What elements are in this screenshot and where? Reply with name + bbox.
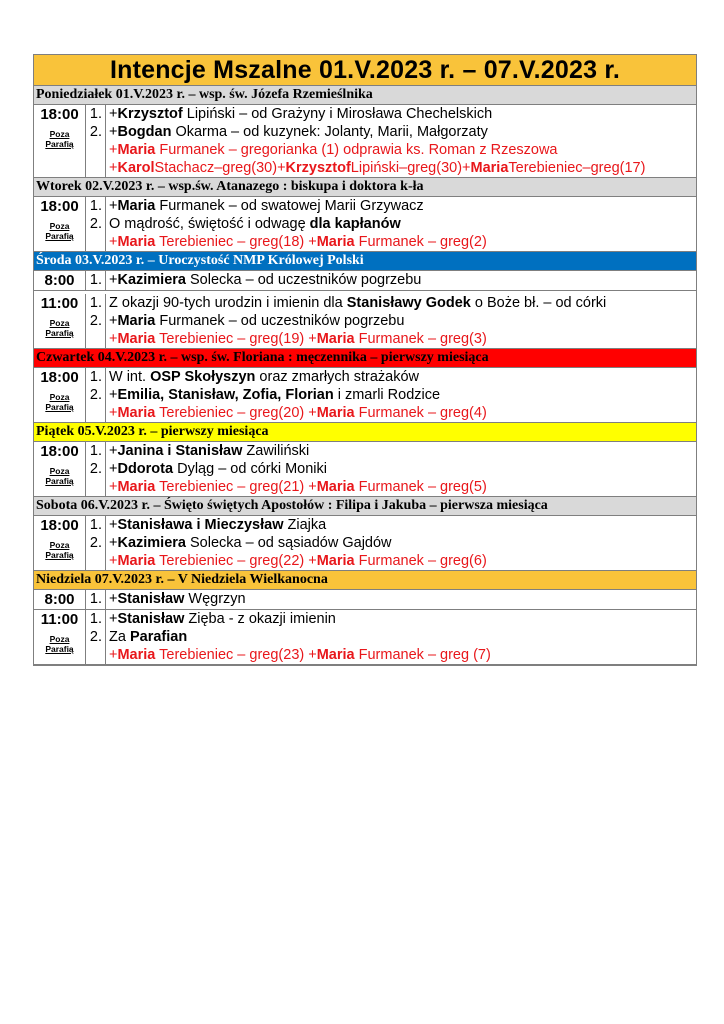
intention-text: Dyląg – od córki Moniki [173, 461, 327, 477]
intention-text: Maria [316, 234, 355, 250]
intention-number [86, 233, 102, 251]
intention-number [86, 552, 102, 570]
intention-text: Maria [316, 479, 355, 495]
intention-line [109, 404, 696, 422]
intention-text: + [277, 160, 286, 176]
intention-text: Furmanek – greg (7) [354, 647, 491, 663]
mass-row [34, 271, 696, 291]
intention-line [109, 552, 696, 570]
mass-row [34, 442, 696, 497]
intention-number: 2. [89, 535, 102, 551]
intention-number [86, 159, 102, 177]
intention-number: 1. [89, 591, 102, 607]
parafia-label: Parafią [45, 401, 74, 412]
intention-text: + [109, 405, 118, 421]
intention-text: Lipiński–greg(30) [350, 160, 463, 176]
time-cell [34, 368, 86, 422]
intention-line [109, 294, 696, 312]
intention-number: 2. [89, 313, 102, 329]
intention-number: 1. [89, 517, 102, 533]
mass-time: 11:00 [40, 295, 79, 312]
intentions-sheet [33, 54, 697, 666]
intention-number: 1. [89, 611, 102, 627]
intention-text: Maria [117, 142, 156, 158]
day-header: Poniedziałek 01.V.2023 r. – wsp. św. Józefa Rzemieślnika [34, 86, 696, 105]
intention-number: 2. [89, 629, 102, 645]
intention-text: Terebieniec – greg(22) [155, 553, 309, 569]
intention-text: Stanisław [117, 611, 185, 627]
intention-text: + [109, 479, 118, 495]
time-cell [34, 610, 86, 664]
intention-text: + [109, 553, 118, 569]
intention-text: Maria [117, 405, 156, 421]
poza-parafia-note [34, 635, 85, 654]
mass-time: 18:00 [40, 443, 79, 460]
page-title: Intencje Mszalne 01.V.2023 r. – 07.V.2023 r. [34, 55, 696, 86]
intention-text: Stachacz–greg(30) [154, 160, 278, 176]
intention-line [109, 478, 696, 496]
poza-label: Poza [49, 129, 70, 139]
intention-line [109, 590, 696, 608]
intention-text: + [462, 160, 471, 176]
intention-number: 1. [89, 198, 102, 214]
intention-text: Krzysztof [285, 160, 351, 176]
intention-text: + [109, 387, 118, 403]
intention-number: 2. [89, 387, 102, 403]
intention-line [109, 141, 696, 159]
number-cell [86, 271, 106, 290]
poza-label: Poza [49, 466, 70, 476]
day-header: Sobota 06.V.2023 r. – Święto świętych Apostołów : Filipa i Jakuba – pierwsza miesiąca [34, 497, 696, 516]
intention-number: 1. [89, 272, 102, 288]
intention-text: i zmarli Rodzice [333, 387, 441, 403]
time-cell [34, 516, 86, 570]
intention-text: Krzysztof [117, 106, 183, 122]
intention-text: Solecka – od uczestników pogrzebu [185, 272, 422, 288]
intention-text: Maria [316, 405, 355, 421]
intention-text: Parafian [129, 629, 188, 645]
time-cell [34, 294, 86, 348]
mass-time: 18:00 [40, 517, 79, 534]
parafia-label: Parafią [45, 327, 74, 338]
intention-number [86, 478, 102, 496]
intention-text: Maria [117, 647, 156, 663]
intention-text: Stanisławy Godek [346, 295, 471, 311]
intention-number: 1. [89, 369, 102, 385]
intention-text: Za [109, 629, 130, 645]
intention-text: + [308, 331, 317, 347]
number-cell [86, 294, 106, 348]
mass-time: 8:00 [44, 272, 75, 289]
intention-number [86, 330, 102, 348]
mass-row [34, 516, 696, 571]
intention-line [109, 516, 696, 534]
intention-text: Furmanek – greg(6) [354, 553, 487, 569]
mass-time: 8:00 [44, 591, 75, 608]
intention-text: Maria [117, 331, 156, 347]
mass-time: 18:00 [40, 369, 79, 386]
intention-number [86, 646, 102, 664]
intention-text: o Boże bł. – od córki [470, 295, 607, 311]
intention-text: Furmanek – greg(5) [354, 479, 487, 495]
intention-text: + [109, 443, 118, 459]
poza-parafia-note [34, 393, 85, 412]
intention-text: + [308, 647, 317, 663]
intention-text: + [109, 647, 118, 663]
intention-text: Karol [117, 160, 155, 176]
intention-line [109, 312, 696, 330]
intention-line [109, 368, 696, 386]
days-container [34, 86, 696, 665]
intention-text: Zięba - z okazji imienin [184, 611, 336, 627]
intentions-cell [106, 442, 696, 496]
intention-text: Stanisława i Mieczysław [117, 517, 284, 533]
poza-parafia-note [34, 541, 85, 560]
poza-label: Poza [49, 540, 70, 550]
mass-row [34, 368, 696, 423]
day-header: Wtorek 02.V.2023 r. – wsp.św. Atanazego : biskupa i doktora k-ła [34, 178, 696, 197]
parafia-label: Parafią [45, 643, 74, 654]
intention-text: + [109, 142, 118, 158]
mass-row [34, 294, 696, 349]
parafia-label: Parafią [45, 138, 74, 149]
mass-time: 18:00 [40, 106, 79, 123]
intentions-cell [106, 105, 696, 177]
intention-text: Terebieniec–greg(17) [508, 160, 646, 176]
poza-label: Poza [49, 634, 70, 644]
day-header: Środa 03.V.2023 r. – Uroczystość NMP Królowej Polski [34, 252, 696, 271]
intention-text: + [109, 331, 118, 347]
intention-line [109, 330, 696, 348]
intention-line [109, 215, 696, 233]
intention-text: Kazimiera [117, 535, 186, 551]
intention-number: 1. [89, 106, 102, 122]
poza-parafia-note [34, 130, 85, 149]
intention-line [109, 534, 696, 552]
intention-number [86, 141, 102, 159]
intention-line [109, 271, 696, 289]
intention-text: W int. [109, 369, 151, 385]
intention-text: + [109, 272, 118, 288]
intention-text: Okarma – od kuzynek: Jolanty, Marii, Małgorzaty [171, 124, 488, 140]
intention-text: + [109, 535, 118, 551]
intention-text: Furmanek – od swatowej Marii Grzywacz [155, 198, 424, 214]
mass-row [34, 105, 696, 178]
time-cell [34, 105, 86, 177]
intention-line [109, 197, 696, 215]
intention-text: + [109, 461, 118, 477]
intention-text: + [109, 106, 118, 122]
intention-line [109, 123, 696, 141]
intention-text: Kazimiera [117, 272, 186, 288]
intention-text: + [109, 517, 118, 533]
intention-text: + [109, 313, 118, 329]
intention-text: Terebieniec – greg(21) [155, 479, 309, 495]
intention-text: Janina i Stanisław [117, 443, 243, 459]
intentions-cell [106, 368, 696, 422]
intention-text: + [109, 160, 118, 176]
number-cell [86, 105, 106, 177]
intentions-cell [106, 271, 696, 290]
intention-text: + [109, 611, 118, 627]
intention-number [86, 404, 102, 422]
intention-line [109, 442, 696, 460]
number-cell [86, 610, 106, 664]
intention-text: Maria [316, 331, 355, 347]
intention-text: + [308, 234, 317, 250]
intention-text: Furmanek – greg(2) [354, 234, 487, 250]
intention-text: + [109, 198, 118, 214]
number-cell [86, 516, 106, 570]
intention-text: + [109, 234, 118, 250]
intention-text: oraz zmarłych strażaków [255, 369, 419, 385]
intention-text: dla kapłanów [309, 216, 401, 232]
intention-text: Solecka – od sąsiadów Gajdów [185, 535, 392, 551]
time-cell [34, 590, 86, 609]
intention-text: Terebieniec – greg(23) [155, 647, 309, 663]
intention-text: Terebieniec – greg(18) [155, 234, 309, 250]
intention-text: Terebieniec – greg(19) [155, 331, 309, 347]
intention-text: + [308, 405, 317, 421]
intention-text: Ddorota [117, 461, 174, 477]
poza-label: Poza [49, 318, 70, 328]
intention-text: + [308, 553, 317, 569]
intention-line [109, 386, 696, 404]
day-header: Czwartek 04.V.2023 r. – wsp. św. Floriana : męczennika – pierwszy miesiąca [34, 349, 696, 368]
intention-text: Bogdan [117, 124, 172, 140]
intention-text: Furmanek – greg(3) [354, 331, 487, 347]
intention-text: Węgrzyn [184, 591, 246, 607]
intentions-cell [106, 294, 696, 348]
number-cell [86, 590, 106, 609]
intention-text: Furmanek – gregorianka (1) odprawia ks. Roman z Rzeszowa [155, 142, 558, 158]
intention-text: O mądrość, świętość i odwagę [109, 216, 310, 232]
intention-line [109, 646, 696, 664]
intention-text: Zawiliński [242, 443, 310, 459]
time-cell [34, 197, 86, 251]
intention-line [109, 460, 696, 478]
intention-text: Furmanek – od uczestników pogrzebu [155, 313, 405, 329]
intention-line [109, 159, 696, 177]
intention-text: Furmanek – greg(4) [354, 405, 487, 421]
intention-number: 1. [89, 295, 102, 311]
number-cell [86, 442, 106, 496]
intention-text: Maria [117, 234, 156, 250]
intention-text: Maria [117, 479, 156, 495]
mass-time: 18:00 [40, 198, 79, 215]
time-cell [34, 271, 86, 290]
intention-line [109, 610, 696, 628]
intention-text: Maria [470, 160, 509, 176]
poza-parafia-note [34, 467, 85, 486]
intention-text: Lipiński – od Grażyny i Mirosława Chechelskich [182, 106, 493, 122]
intention-number: 1. [89, 443, 102, 459]
mass-row [34, 610, 696, 665]
intention-text: Maria [316, 553, 355, 569]
number-cell [86, 197, 106, 251]
parafia-label: Parafią [45, 549, 74, 560]
intention-text: + [308, 479, 317, 495]
intention-number: 2. [89, 461, 102, 477]
intention-line [109, 233, 696, 251]
intention-text: OSP Skołyszyn [150, 369, 256, 385]
intention-text: Ziajka [283, 517, 327, 533]
poza-label: Poza [49, 221, 70, 231]
intention-text: Emilia, Stanisław, Zofia, Florian [117, 387, 334, 403]
intentions-cell [106, 610, 696, 664]
intention-text: Z okazji 90-tych urodzin i imienin dla [109, 295, 347, 311]
intention-number: 2. [89, 124, 102, 140]
intentions-cell [106, 516, 696, 570]
time-cell [34, 442, 86, 496]
intention-text: Stanisław [117, 591, 185, 607]
intention-text: + [109, 124, 118, 140]
mass-row [34, 590, 696, 610]
intention-line [109, 105, 696, 123]
intention-line [109, 628, 696, 646]
intention-text: Maria [117, 313, 156, 329]
intention-text: + [109, 591, 118, 607]
day-header: Niedziela 07.V.2023 r. – V Niedziela Wielkanocna [34, 571, 696, 590]
number-cell [86, 368, 106, 422]
poza-parafia-note [34, 222, 85, 241]
day-header: Piątek 05.V.2023 r. – pierwszy miesiąca [34, 423, 696, 442]
intention-number: 2. [89, 216, 102, 232]
intention-text: Maria [117, 198, 156, 214]
poza-label: Poza [49, 392, 70, 402]
parafia-label: Parafią [45, 230, 74, 241]
mass-time: 11:00 [40, 611, 79, 628]
intention-text: Terebieniec – greg(20) [155, 405, 309, 421]
parafia-label: Parafią [45, 475, 74, 486]
poza-parafia-note [34, 319, 85, 338]
mass-row [34, 197, 696, 252]
intentions-cell [106, 590, 696, 609]
intention-text: Maria [316, 647, 355, 663]
intention-text: Maria [117, 553, 156, 569]
intentions-cell [106, 197, 696, 251]
